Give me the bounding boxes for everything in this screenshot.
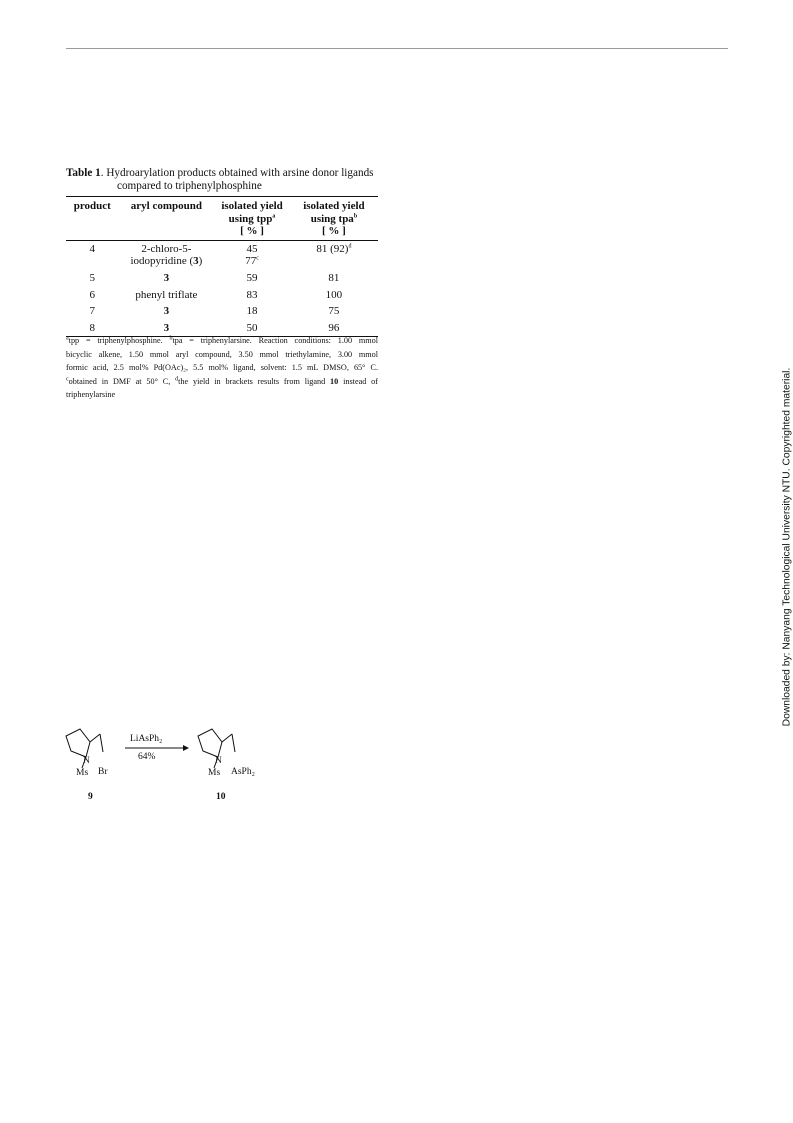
- right-ms-label: Ms: [208, 768, 221, 778]
- compound-10-label: 10: [216, 792, 226, 802]
- table-row: [66, 287, 378, 304]
- table-row: [66, 270, 378, 287]
- results-table: [66, 196, 378, 337]
- header-aryl-compound: aryl compound: [130, 200, 203, 212]
- caption-line-1: Table 1. Hydroarylation products obtained with arsine donor ligands: [66, 167, 374, 179]
- cell-yield-tpp: 50: [246, 321, 258, 334]
- left-nitrogen-label: N: [83, 756, 90, 766]
- cell-yield-tpa: 96: [328, 321, 340, 334]
- left-ms-label: Ms: [76, 768, 89, 778]
- table-row: [66, 303, 378, 320]
- cell-yield-tpa: 100: [325, 288, 343, 301]
- cell-yield-tpp: 45 77$^c$: [245, 242, 259, 268]
- footnote-line: formic acid, 2.5 mol% Pd(OAc)₂, 5.5 mol% ligand, solvent: 1.5 mL DMSO, 65° C.: [66, 363, 378, 373]
- table-label: Table 1: [66, 167, 101, 179]
- footnote-line: bicyclic alkene, 1.50 mmol aryl compound, 3.50 mmol triethylamine, 3.00 mmol: [66, 349, 378, 359]
- right-asph2-label: AsPh₂: [231, 767, 255, 777]
- download-watermark-box: [779, 367, 793, 727]
- header-yield-tpa: isolated yield using tpa$^b$ [ % ]: [303, 200, 365, 238]
- cell-yield-tpp: 59: [246, 271, 258, 284]
- footnote-line: $^a$tpp = triphenylphosphine. $^b$tpa = triphenylarsine. Reaction conditions: 1.00 mmol: [66, 335, 378, 345]
- header-yield-tpp: isolated yield using tpp$^a$ [ % ]: [221, 200, 283, 238]
- cell-product: 5: [89, 271, 96, 284]
- cell-aryl: 3: [163, 305, 170, 318]
- page-top-rule: [66, 48, 728, 49]
- reaction-scheme: [55, 728, 255, 808]
- table-header-row: [66, 197, 378, 241]
- cell-aryl: 3: [163, 271, 170, 284]
- results-table-wrapper: [66, 196, 378, 337]
- cell-product: 4: [89, 242, 96, 255]
- caption-line-2: compared to triphenylphosphine: [117, 180, 262, 192]
- download-watermark: Downloaded by: Nanyang Technological University NTU. Copyrighted material.: [781, 367, 793, 727]
- cell-yield-tpa: 81 $(92)^d$: [316, 242, 352, 255]
- cell-yield-tpp: 18: [246, 305, 258, 318]
- cell-yield-tpp: 83: [246, 288, 258, 301]
- cell-aryl: 2-chloro-5- iodopyridine (3): [130, 242, 203, 268]
- compound-9-label: 9: [88, 792, 93, 802]
- header-product: product: [73, 200, 111, 212]
- footnote-line: triphenylarsine: [66, 390, 116, 400]
- reagent-label: LiAsPh₂: [130, 734, 163, 744]
- left-br-label: Br: [98, 767, 108, 777]
- cell-aryl: phenyl triflate: [135, 288, 198, 301]
- cell-aryl: 3: [163, 321, 170, 334]
- table-row: [66, 240, 378, 270]
- cell-product: 8: [89, 321, 96, 334]
- right-nitrogen-label: N: [215, 756, 222, 766]
- reaction-arrow-icon: [125, 745, 189, 751]
- cell-yield-tpa: 75: [328, 305, 340, 318]
- cell-product: 6: [89, 288, 96, 301]
- cell-product: 7: [89, 305, 96, 318]
- table-caption: [66, 167, 386, 193]
- cell-yield-tpa: 81: [328, 271, 340, 284]
- footnote-line: $^c$obtained in DMF at 50° C, $^d$the yield in brackets results from ligand 10 instead of: [66, 376, 379, 386]
- yield-label: 64%: [138, 752, 156, 762]
- table-footnote: [66, 334, 378, 402]
